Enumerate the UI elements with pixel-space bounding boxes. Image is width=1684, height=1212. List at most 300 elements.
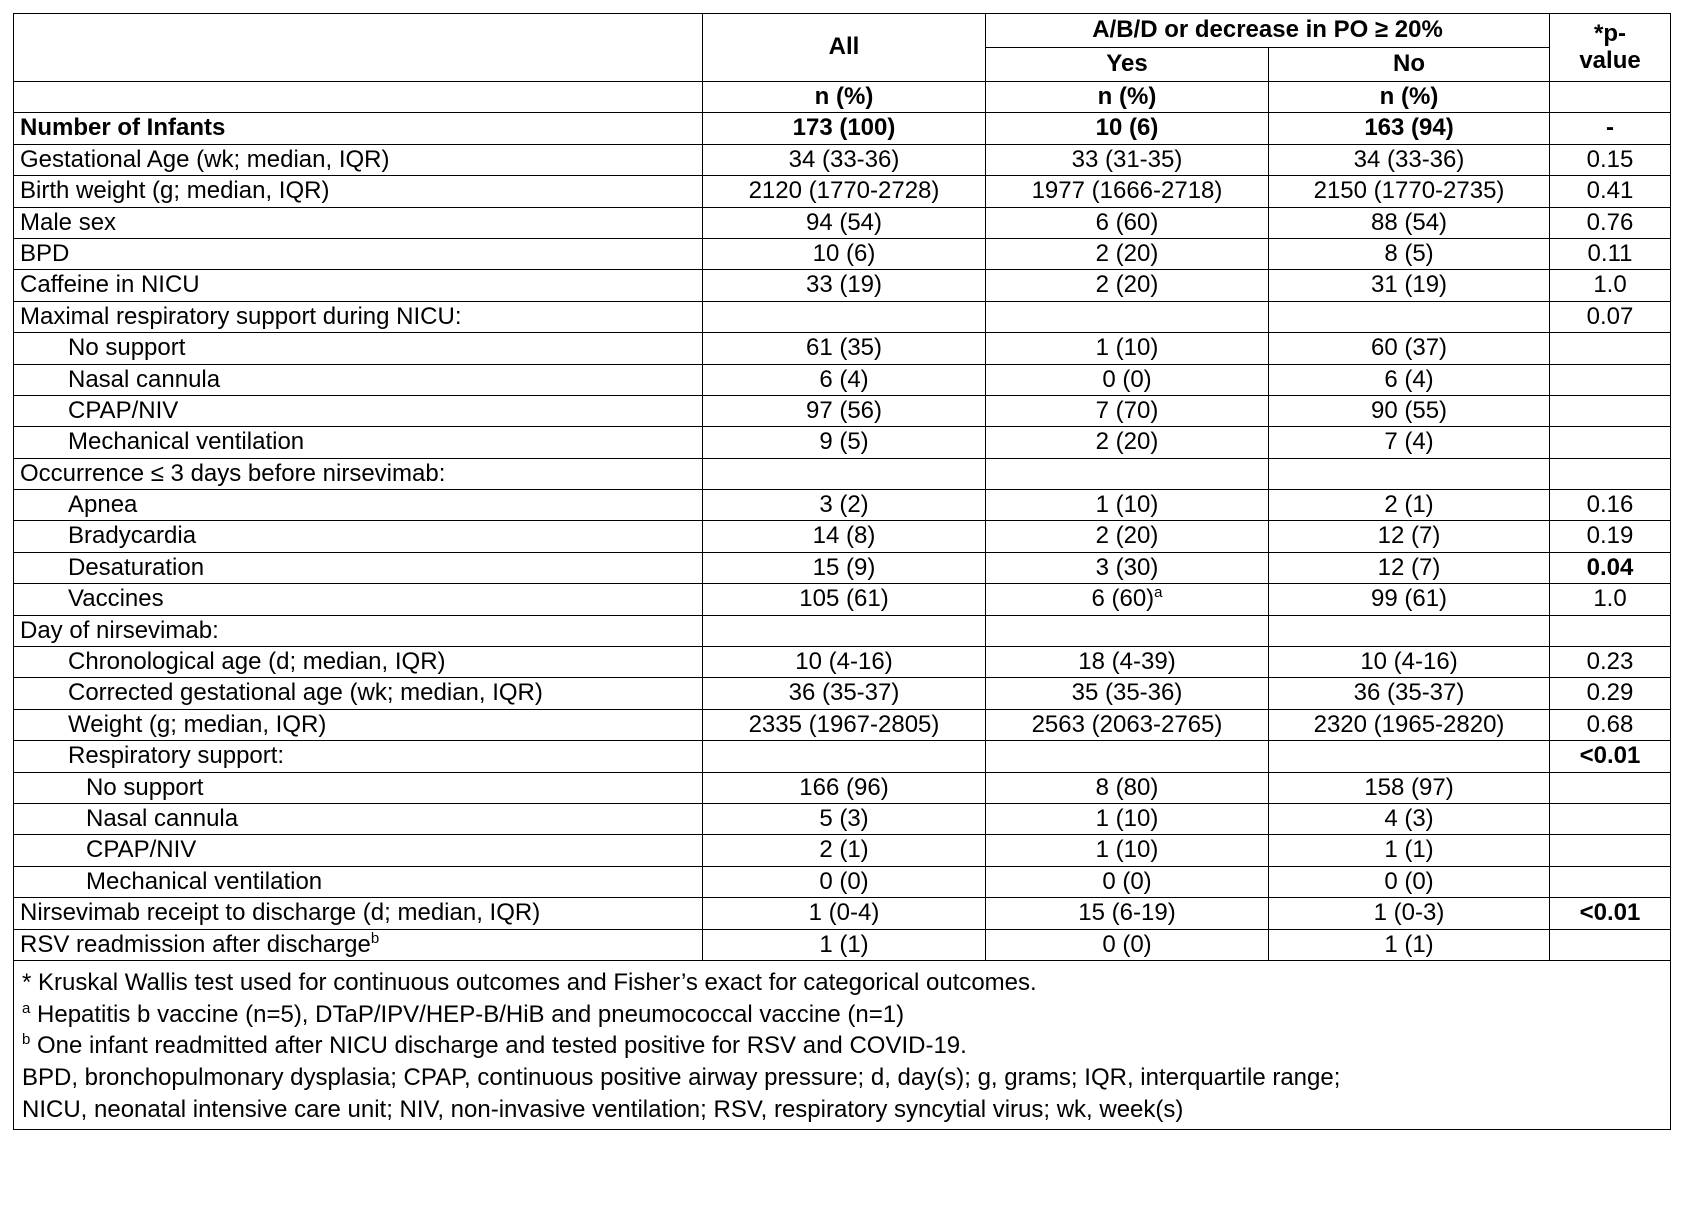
footnote-abbreviations-1: BPD, bronchopulmonary dysplasia; CPAP, continuous positive airway pressure; d, day(s); g, grams; IQR, interquartile range; bbox=[22, 1063, 1341, 1091]
row-label: Occurrence ≤ 3 days before nirsevimab: bbox=[20, 459, 446, 487]
cell-all-value: 6 (4) bbox=[819, 365, 869, 393]
row-label: RSV readmission after discharge bbox=[20, 930, 371, 958]
cell-pvalue bbox=[1550, 521, 1671, 552]
cell-all-value: 0 (0) bbox=[819, 867, 869, 895]
cell-no-value: 4 (3) bbox=[1384, 804, 1434, 832]
cell-pvalue bbox=[1550, 490, 1671, 521]
cell-all-value: 33 (19) bbox=[805, 271, 883, 299]
row-label-cell bbox=[14, 333, 703, 364]
cell-yes-value: 7 (70) bbox=[1095, 396, 1159, 424]
cell-yes bbox=[986, 584, 1269, 615]
header-group: A/B/D or decrease in PO ≥ 20% bbox=[986, 14, 1550, 48]
cell-yes-value: 2 (20) bbox=[1095, 271, 1159, 299]
cell-yes bbox=[986, 207, 1269, 238]
footnote-a-text: Hepatitis b vaccine (n=5), DTaP/IPV/HEP-B/HiB and pneumococcal vaccine (n=1) bbox=[30, 1000, 905, 1028]
cell-no-value: 0 (0) bbox=[1384, 867, 1434, 895]
cell-no bbox=[1269, 521, 1550, 552]
header-blank-cell bbox=[14, 14, 703, 82]
cell-yes bbox=[986, 301, 1269, 332]
row-label-cell bbox=[14, 678, 703, 709]
header-yes: Yes bbox=[986, 48, 1269, 82]
table-row bbox=[14, 238, 1671, 269]
cell-yes-value: 10 (6) bbox=[1095, 114, 1159, 142]
cell-all bbox=[703, 772, 986, 803]
cell-no-value: 2320 (1965-2820) bbox=[1313, 710, 1505, 738]
cell-no-value: 8 (5) bbox=[1384, 239, 1434, 267]
cell-yes-value: 33 (31-35) bbox=[1071, 145, 1183, 173]
table-row bbox=[14, 835, 1671, 866]
cell-no bbox=[1269, 458, 1550, 489]
cell-yes-value: 6 (60) bbox=[1091, 585, 1155, 613]
cell-yes-value: 1 (10) bbox=[1095, 836, 1159, 864]
cell-footnote-mark: a bbox=[1154, 584, 1163, 602]
cell-pvalue-value: 1.0 bbox=[1593, 585, 1627, 613]
cell-all-value: 166 (96) bbox=[799, 773, 889, 801]
table-row bbox=[14, 270, 1671, 301]
cell-yes-value: 35 (35-36) bbox=[1071, 679, 1183, 707]
cell-all-value: 9 (5) bbox=[819, 428, 869, 456]
cell-no bbox=[1269, 772, 1550, 803]
cell-all bbox=[703, 270, 986, 301]
row-label: Caffeine in NICU bbox=[20, 271, 200, 299]
cell-all bbox=[703, 898, 986, 929]
cell-all-value: 2 (1) bbox=[819, 836, 869, 864]
header-row-1 bbox=[14, 14, 1671, 48]
cell-all bbox=[703, 458, 986, 489]
table-row bbox=[14, 741, 1671, 772]
cell-no-value: 31 (19) bbox=[1370, 271, 1448, 299]
cell-pvalue bbox=[1550, 898, 1671, 929]
row-label-cell bbox=[14, 741, 703, 772]
table-row bbox=[14, 709, 1671, 740]
cell-all-value: 36 (35-37) bbox=[788, 679, 900, 707]
cell-all bbox=[703, 490, 986, 521]
cell-no bbox=[1269, 144, 1550, 175]
cell-all bbox=[703, 144, 986, 175]
row-label-cell bbox=[14, 176, 703, 207]
cell-pvalue-value: 0.07 bbox=[1586, 302, 1634, 330]
cell-no bbox=[1269, 835, 1550, 866]
row-label-cell bbox=[14, 395, 703, 426]
table-row bbox=[14, 678, 1671, 709]
cell-pvalue bbox=[1550, 866, 1671, 897]
cell-yes-value: 1 (10) bbox=[1095, 334, 1159, 362]
header-row-units bbox=[14, 82, 1671, 113]
cell-yes-value: 8 (80) bbox=[1095, 773, 1159, 801]
cell-no bbox=[1269, 176, 1550, 207]
cell-no-value: 1 (0-3) bbox=[1373, 899, 1445, 927]
table-row bbox=[14, 898, 1671, 929]
row-label-cell bbox=[14, 866, 703, 897]
cell-pvalue-value: 0.16 bbox=[1586, 491, 1634, 519]
row-label-cell bbox=[14, 615, 703, 646]
row-label: Corrected gestational age (wk; median, IQR) bbox=[68, 679, 543, 707]
cell-all-value: 34 (33-36) bbox=[788, 145, 900, 173]
cell-no bbox=[1269, 301, 1550, 332]
cell-yes bbox=[986, 521, 1269, 552]
cell-all-value: 10 (4-16) bbox=[795, 648, 893, 676]
table-row bbox=[14, 584, 1671, 615]
row-label-cell bbox=[14, 113, 703, 144]
row-label-cell bbox=[14, 521, 703, 552]
row-label-cell bbox=[14, 772, 703, 803]
cell-all-value: 5 (3) bbox=[819, 804, 869, 832]
cell-all bbox=[703, 803, 986, 834]
cell-no bbox=[1269, 364, 1550, 395]
cell-all bbox=[703, 301, 986, 332]
row-label-footnote-mark: b bbox=[370, 929, 380, 947]
units-blank-cell bbox=[14, 82, 703, 113]
table-row bbox=[14, 301, 1671, 332]
cell-yes-value: 0 (0) bbox=[1102, 867, 1152, 895]
row-label-cell bbox=[14, 929, 703, 960]
cell-pvalue bbox=[1550, 741, 1671, 772]
cell-all bbox=[703, 678, 986, 709]
cell-pvalue bbox=[1550, 270, 1671, 301]
cell-all bbox=[703, 552, 986, 583]
cell-no bbox=[1269, 427, 1550, 458]
row-label: CPAP/NIV bbox=[86, 836, 197, 864]
cell-pvalue-value: 0.23 bbox=[1586, 648, 1634, 676]
cell-pvalue bbox=[1550, 364, 1671, 395]
footnote-star: * Kruskal Wallis test used for continuous outcomes and Fisher’s exact for categorical outcomes. bbox=[22, 968, 1037, 996]
cell-all bbox=[703, 113, 986, 144]
cell-no bbox=[1269, 615, 1550, 646]
cell-yes bbox=[986, 772, 1269, 803]
cell-yes bbox=[986, 333, 1269, 364]
cell-no-value: 12 (7) bbox=[1377, 522, 1441, 550]
cell-all-value: 1 (1) bbox=[819, 930, 869, 958]
cell-yes-value: 1977 (1666-2718) bbox=[1031, 177, 1223, 205]
row-label: Desaturation bbox=[68, 553, 205, 581]
cell-all-value: 94 (54) bbox=[805, 208, 883, 236]
cell-yes-value: 2563 (2063-2765) bbox=[1031, 710, 1223, 738]
table-row bbox=[14, 176, 1671, 207]
units-pvalue-blank bbox=[1550, 82, 1671, 113]
row-label: Chronological age (d; median, IQR) bbox=[68, 648, 446, 676]
cell-pvalue bbox=[1550, 835, 1671, 866]
footnote-b bbox=[22, 1030, 1658, 1062]
cell-no bbox=[1269, 207, 1550, 238]
cell-pvalue-value: 1.0 bbox=[1593, 271, 1627, 299]
cell-pvalue bbox=[1550, 238, 1671, 269]
cell-all-value: 14 (8) bbox=[812, 522, 876, 550]
cell-yes bbox=[986, 866, 1269, 897]
cell-all bbox=[703, 521, 986, 552]
cell-pvalue-value: 0.29 bbox=[1586, 679, 1634, 707]
cell-no-value: 10 (4-16) bbox=[1360, 648, 1458, 676]
header-pvalue-line1: *p- bbox=[1594, 20, 1627, 48]
table-row bbox=[14, 772, 1671, 803]
table-row bbox=[14, 615, 1671, 646]
cell-pvalue-value: 0.68 bbox=[1586, 710, 1634, 738]
cell-no-value: 88 (54) bbox=[1370, 208, 1448, 236]
cell-yes bbox=[986, 709, 1269, 740]
cell-yes-value: 1 (10) bbox=[1095, 804, 1159, 832]
cell-no-value: 90 (55) bbox=[1370, 396, 1448, 424]
cell-all-value: 15 (9) bbox=[812, 553, 876, 581]
row-label: CPAP/NIV bbox=[68, 396, 179, 424]
header-pvalue bbox=[1550, 14, 1671, 82]
cell-yes bbox=[986, 929, 1269, 960]
cell-all bbox=[703, 427, 986, 458]
row-label-cell bbox=[14, 647, 703, 678]
row-label: Number of Infants bbox=[20, 114, 226, 142]
table-row bbox=[14, 427, 1671, 458]
cell-no-value: 2 (1) bbox=[1384, 491, 1434, 519]
footnote-b-text: One infant readmitted after NICU discharge and tested positive for RSV and COVID-19. bbox=[30, 1032, 967, 1060]
row-label-cell bbox=[14, 709, 703, 740]
cell-no-value: 1 (1) bbox=[1384, 930, 1434, 958]
cell-no-value: 6 (4) bbox=[1384, 365, 1434, 393]
cell-no bbox=[1269, 678, 1550, 709]
cell-yes-value: 1 (10) bbox=[1095, 491, 1159, 519]
row-label-cell bbox=[14, 301, 703, 332]
units-yes: n (%) bbox=[986, 82, 1269, 113]
cell-pvalue bbox=[1550, 584, 1671, 615]
row-label: Nasal cannula bbox=[68, 365, 221, 393]
footnote-b-mark: b bbox=[22, 1031, 31, 1049]
row-label: Vaccines bbox=[68, 585, 164, 613]
cell-pvalue bbox=[1550, 301, 1671, 332]
cell-pvalue bbox=[1550, 427, 1671, 458]
row-label: Male sex bbox=[20, 208, 117, 236]
cell-pvalue bbox=[1550, 458, 1671, 489]
cell-no-value: 36 (35-37) bbox=[1353, 679, 1465, 707]
cell-all bbox=[703, 929, 986, 960]
row-label-cell bbox=[14, 898, 703, 929]
cell-all-value: 10 (6) bbox=[812, 239, 876, 267]
cell-all bbox=[703, 395, 986, 426]
cell-no-value: 163 (94) bbox=[1364, 114, 1454, 142]
row-label-cell bbox=[14, 144, 703, 175]
cell-yes bbox=[986, 270, 1269, 301]
cell-yes-value: 0 (0) bbox=[1102, 930, 1152, 958]
row-label: Mechanical ventilation bbox=[68, 428, 305, 456]
table-row bbox=[14, 521, 1671, 552]
cell-all-value: 3 (2) bbox=[819, 491, 869, 519]
cell-no bbox=[1269, 552, 1550, 583]
cell-all-value: 61 (35) bbox=[805, 334, 883, 362]
cell-all bbox=[703, 333, 986, 364]
cell-pvalue-value: 0.19 bbox=[1586, 522, 1634, 550]
table-row bbox=[14, 803, 1671, 834]
table-row bbox=[14, 458, 1671, 489]
cell-no bbox=[1269, 741, 1550, 772]
cell-yes bbox=[986, 458, 1269, 489]
row-label-cell bbox=[14, 238, 703, 269]
row-label: Maximal respiratory support during NICU: bbox=[20, 302, 462, 330]
row-label: No support bbox=[86, 773, 204, 801]
cell-no-value: 34 (33-36) bbox=[1353, 145, 1465, 173]
cell-no bbox=[1269, 395, 1550, 426]
row-label-cell bbox=[14, 207, 703, 238]
table-container bbox=[13, 13, 1670, 1130]
cell-pvalue bbox=[1550, 113, 1671, 144]
cell-no bbox=[1269, 333, 1550, 364]
cell-all bbox=[703, 207, 986, 238]
row-label-cell bbox=[14, 552, 703, 583]
cell-pvalue bbox=[1550, 615, 1671, 646]
cell-no bbox=[1269, 113, 1550, 144]
cell-yes bbox=[986, 395, 1269, 426]
row-label-cell bbox=[14, 270, 703, 301]
cell-yes bbox=[986, 741, 1269, 772]
table-row bbox=[14, 113, 1671, 144]
cell-yes bbox=[986, 898, 1269, 929]
table-row bbox=[14, 395, 1671, 426]
row-label: BPD bbox=[20, 239, 70, 267]
footnotes bbox=[14, 960, 1671, 1129]
cell-yes bbox=[986, 364, 1269, 395]
cell-yes bbox=[986, 144, 1269, 175]
cell-pvalue bbox=[1550, 772, 1671, 803]
cell-no-value: 2150 (1770-2735) bbox=[1313, 177, 1505, 205]
row-label: Nasal cannula bbox=[86, 804, 239, 832]
row-label-cell bbox=[14, 803, 703, 834]
cell-no-value: 12 (7) bbox=[1377, 553, 1441, 581]
cell-pvalue bbox=[1550, 395, 1671, 426]
cell-no bbox=[1269, 866, 1550, 897]
cell-all-value: 173 (100) bbox=[792, 114, 896, 142]
cell-yes-value: 2 (20) bbox=[1095, 239, 1159, 267]
table-row bbox=[14, 929, 1671, 960]
cell-pvalue bbox=[1550, 333, 1671, 364]
row-label-cell bbox=[14, 364, 703, 395]
cell-all bbox=[703, 615, 986, 646]
cell-yes bbox=[986, 113, 1269, 144]
cell-yes bbox=[986, 176, 1269, 207]
cell-pvalue-value: - bbox=[1606, 114, 1615, 142]
cell-pvalue bbox=[1550, 647, 1671, 678]
cell-no bbox=[1269, 584, 1550, 615]
row-label: Nirsevimab receipt to discharge (d; median, IQR) bbox=[20, 899, 541, 927]
cell-no bbox=[1269, 803, 1550, 834]
table-row bbox=[14, 333, 1671, 364]
cell-no-value: 158 (97) bbox=[1364, 773, 1454, 801]
cell-pvalue bbox=[1550, 709, 1671, 740]
table-row bbox=[14, 144, 1671, 175]
table-row bbox=[14, 552, 1671, 583]
row-label: Mechanical ventilation bbox=[86, 867, 323, 895]
cell-all bbox=[703, 176, 986, 207]
cell-all-value: 97 (56) bbox=[805, 396, 883, 424]
cell-pvalue bbox=[1550, 144, 1671, 175]
table-row bbox=[14, 866, 1671, 897]
row-label: Weight (g; median, IQR) bbox=[68, 710, 327, 738]
cell-no-value: 7 (4) bbox=[1384, 428, 1434, 456]
cell-yes-value: 2 (20) bbox=[1095, 522, 1159, 550]
cell-pvalue-value: <0.01 bbox=[1579, 742, 1641, 770]
footnote-a bbox=[22, 999, 1658, 1031]
cell-yes bbox=[986, 615, 1269, 646]
cell-pvalue bbox=[1550, 678, 1671, 709]
row-label: Bradycardia bbox=[68, 522, 197, 550]
row-label-cell bbox=[14, 584, 703, 615]
cell-pvalue bbox=[1550, 207, 1671, 238]
cell-pvalue bbox=[1550, 176, 1671, 207]
cell-pvalue-value: 0.76 bbox=[1586, 208, 1634, 236]
row-label-cell bbox=[14, 427, 703, 458]
cell-all bbox=[703, 866, 986, 897]
cell-no bbox=[1269, 647, 1550, 678]
cell-all bbox=[703, 647, 986, 678]
units-no: n (%) bbox=[1269, 82, 1550, 113]
row-label-cell bbox=[14, 835, 703, 866]
cell-no bbox=[1269, 929, 1550, 960]
cell-pvalue-value: 0.11 bbox=[1587, 239, 1633, 267]
header-pvalue-line2: value bbox=[1579, 46, 1641, 74]
cell-pvalue-value: <0.01 bbox=[1579, 899, 1641, 927]
cell-all bbox=[703, 709, 986, 740]
table-row bbox=[14, 647, 1671, 678]
cell-all-value: 2335 (1967-2805) bbox=[748, 710, 940, 738]
cell-yes bbox=[986, 552, 1269, 583]
cell-all bbox=[703, 238, 986, 269]
cell-pvalue bbox=[1550, 803, 1671, 834]
cell-pvalue-value: 0.41 bbox=[1586, 177, 1634, 205]
row-label: Gestational Age (wk; median, IQR) bbox=[20, 145, 390, 173]
table-body bbox=[14, 113, 1671, 961]
cell-yes-value: 18 (4-39) bbox=[1078, 648, 1176, 676]
table-row bbox=[14, 364, 1671, 395]
row-label: No support bbox=[68, 334, 186, 362]
cell-all-value: 2120 (1770-2728) bbox=[748, 177, 940, 205]
cell-pvalue bbox=[1550, 929, 1671, 960]
cell-no-value: 1 (1) bbox=[1384, 836, 1434, 864]
cell-yes bbox=[986, 647, 1269, 678]
cell-yes bbox=[986, 835, 1269, 866]
footnote-abbreviations-2: NICU, neonatal intensive care unit; NIV, non-invasive ventilation; RSV, respiratory syncytial virus; wk, week(s) bbox=[22, 1095, 1184, 1123]
cell-yes bbox=[986, 238, 1269, 269]
cell-yes-value: 0 (0) bbox=[1102, 365, 1152, 393]
cell-yes-value: 3 (30) bbox=[1095, 553, 1159, 581]
footnote-row bbox=[14, 960, 1671, 1129]
cell-no bbox=[1269, 898, 1550, 929]
cell-no-value: 99 (61) bbox=[1370, 585, 1448, 613]
table-row bbox=[14, 207, 1671, 238]
row-label: Respiratory support: bbox=[68, 742, 285, 770]
cell-no bbox=[1269, 709, 1550, 740]
header-all: All bbox=[703, 14, 986, 82]
cell-no-value: 60 (37) bbox=[1370, 334, 1448, 362]
row-label: Apnea bbox=[68, 491, 138, 519]
cell-yes-value: 2 (20) bbox=[1095, 428, 1159, 456]
row-label: Birth weight (g; median, IQR) bbox=[20, 177, 330, 205]
cell-all bbox=[703, 364, 986, 395]
cell-yes bbox=[986, 678, 1269, 709]
row-label-cell bbox=[14, 490, 703, 521]
units-all: n (%) bbox=[703, 82, 986, 113]
cell-all-value: 1 (0-4) bbox=[808, 899, 880, 927]
footnote-a-mark: a bbox=[22, 999, 31, 1017]
cell-yes bbox=[986, 427, 1269, 458]
row-label: Day of nirsevimab: bbox=[20, 616, 219, 644]
cell-no bbox=[1269, 270, 1550, 301]
cell-pvalue bbox=[1550, 552, 1671, 583]
cell-all-value: 105 (61) bbox=[799, 585, 889, 613]
cell-no bbox=[1269, 238, 1550, 269]
header-no: No bbox=[1269, 48, 1550, 82]
cell-yes bbox=[986, 803, 1269, 834]
cell-pvalue-value: 0.04 bbox=[1586, 553, 1634, 581]
table-row bbox=[14, 490, 1671, 521]
cell-all bbox=[703, 741, 986, 772]
cell-yes-value: 15 (6-19) bbox=[1078, 899, 1176, 927]
cell-pvalue-value: 0.15 bbox=[1586, 145, 1634, 173]
cell-no bbox=[1269, 490, 1550, 521]
cell-all bbox=[703, 584, 986, 615]
